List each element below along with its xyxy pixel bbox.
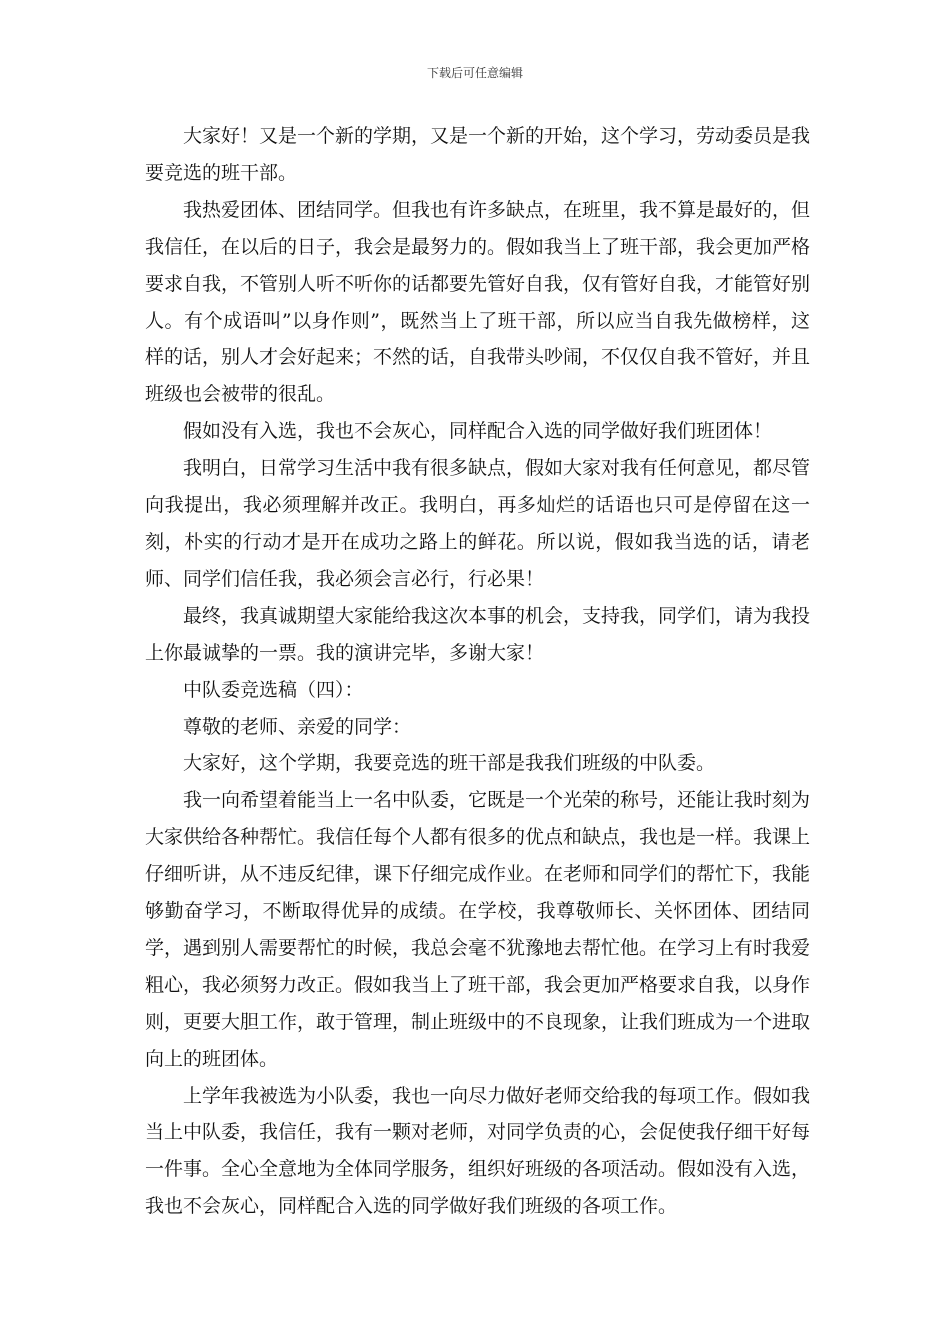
paragraph-7: 我一向希望着能当上一名中队委，它既是一个光荣的称号，还能让我时刻为大家供给各种帮忙。我信任每个人都有很多的优点和缺点，我也是一样。我课上仔细听讲，从不违反纪律，课下仔细完成作业。在老师和同学们的帮忙下，我能够勤奋学习，不断取得优异的成绩。在学校，我尊敬师长、关怀团体、团结同学，遇到别人需要帮忙的时候，我总会毫不犹豫地去帮忙他。在学习上有时我爱粗心，我必须努力改正。假如我当上了班干部，我会更加严格要求自我，以身作则，更要大胆工作，敢于管理，制止班级中的不良现象，让我们班成为一个进取向上的班团体。 [145, 789, 811, 1070]
page-header: 下载后可任意编辑 [426, 66, 523, 80]
paragraph-2: 我热爱团体、团结同学。但我也有许多缺点，在班里，我不算是最好的，但我信任，在以后的日子，我会是最努力的。假如我当上了班干部，我会更加严格要求自我，不管别人听不听你的话都要先管好自我，仅有管好自我，才能管好别人。有个成语叫”以身作则”，既然当上了班干部，所以应当自我先做榜样，这样的话，别人才会好起来；不然的话，自我带头吵闹，不仅仅自我不管好，并且班级也会被带的很乱。 [145, 198, 811, 406]
document-body [145, 118, 810, 1225]
paragraph-8: 上学年我被选为小队委，我也一向尽力做好老师交给我的每项工作。假如我当上中队委，我信任，我有一颗对老师，对同学负责的心，会促使我仔细干好每一件事。全心全意地为全体同学服务，组织好班级的各项活动。假如没有入选，我也不会灰心，同样配合入选的同学做好我们班级的各项工作。 [145, 1084, 811, 1218]
paragraph-6: 大家好，这个学期，我要竞选的班干部是我我们班级的中队委。 [183, 752, 716, 775]
paragraph-4: 我明白，日常学习生活中我有很多缺点，假如大家对我有任何意见，都尽管向我提出，我必须理解并改正。我明白，再多灿烂的话语也只可是停留在这一刻，朴实的行动才是开在成功之路上的鲜花。所以说，假如我当选的话，请老师、同学们信任我，我必须会言必行，行必果！ [145, 457, 811, 590]
paragraph-3: 假如没有入选，我也不会灰心，同样配合入选的同学做好我们班团体！ [183, 420, 773, 443]
section-heading: 中队委竞选稿（四）： [183, 678, 364, 701]
salutation: 尊敬的老师、亲爱的同学： [183, 715, 412, 738]
paragraph-1: 大家好！又是一个新的学期，又是一个新的开始，这个学习，劳动委员是我要竞选的班干部。 [145, 125, 811, 184]
paragraph-5: 最终，我真诚期望大家能给我这次本事的机会，支持我，同学们，请为我投上你最诚挚的一票。我的演讲完毕，多谢大家！ [145, 604, 811, 664]
